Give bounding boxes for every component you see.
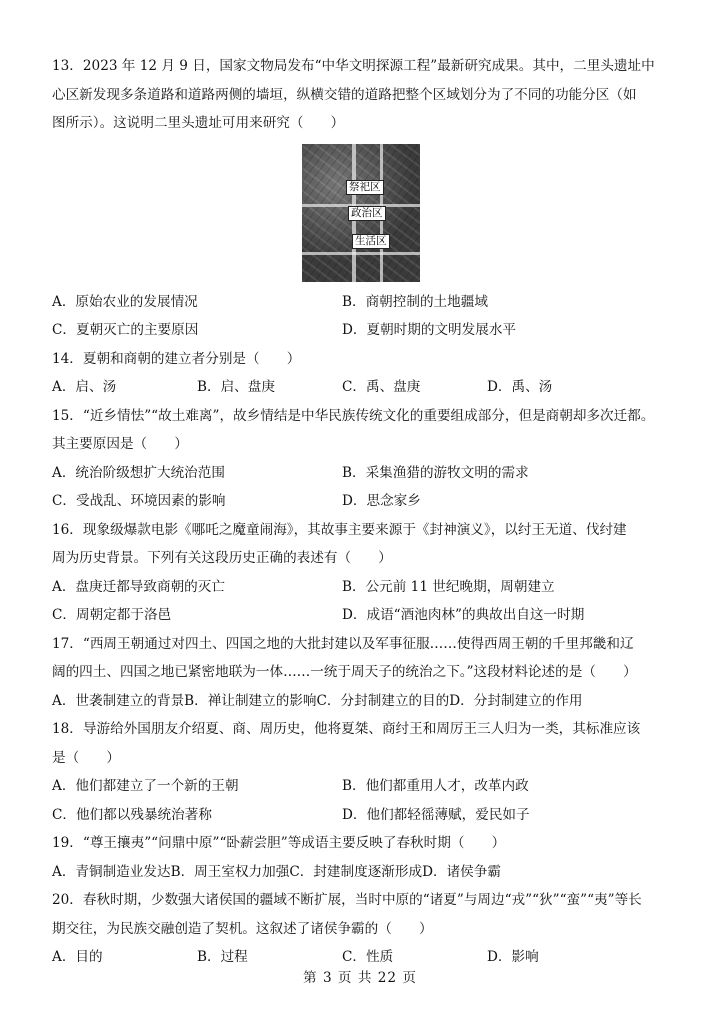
options-row	[52, 772, 672, 801]
option-c[interactable]: C．封建制度逐渐形成	[289, 863, 423, 880]
question-text-line: 13．2023 年 12 月 9 日，国家文物局发布“中华文明探源工程”最新研究成果。其中，二里头遗址中	[52, 58, 655, 74]
question-text-line: 是（ ）	[52, 749, 120, 766]
question-text-line: 周为历史背景。下列有关这段历史正确的表述有（ ）	[52, 550, 392, 566]
options-row	[52, 601, 672, 630]
option-c[interactable]: C．周朝定都于洛邑	[52, 607, 172, 623]
question-text-line: 期交往，为民族交融创造了契机。这叙述了诸侯争霸的（ ）	[52, 920, 433, 937]
option-c[interactable]: C．受战乱、环境因素的影响	[52, 493, 226, 509]
question-18	[52, 715, 672, 829]
question-text-line: 其主要原因是（ ）	[52, 436, 188, 452]
options-row	[52, 573, 672, 602]
page-number-footer: 第 3 页 共 22 页	[303, 970, 417, 986]
options-row	[52, 858, 672, 887]
figure-label-living-area: 生活区	[352, 234, 390, 249]
figure-label-political-area: 政治区	[348, 206, 386, 221]
question-text-line: 19．“尊王攘夷”“问鼎中原”“卧薪尝胆”等成语主要反映了春秋时期（ ）	[52, 835, 506, 851]
option-c[interactable]: C．他们都以残暴统治著称	[52, 806, 212, 823]
option-a[interactable]: A．原始农业的发展情况	[52, 293, 198, 310]
option-d[interactable]: D．夏朝时期的文明发展水平	[342, 322, 517, 338]
option-d[interactable]: D．禹、汤	[487, 379, 553, 395]
road-line	[302, 252, 420, 255]
option-a[interactable]: A．世袭制建立的背景	[52, 692, 185, 709]
question-13	[52, 52, 672, 345]
question-text-line: 17．“西周王朝通过对四土、四国之地的大批封建以及军事征服……使得西周王朝的千里邦畿和辽	[52, 635, 634, 652]
option-a[interactable]: A．盘庚迁都导致商朝的灭亡	[52, 578, 225, 595]
options-row	[52, 288, 672, 317]
option-a[interactable]: A．统治阶级想扩大统治范围	[52, 464, 225, 481]
option-c[interactable]: C．分封制建立的目的	[316, 692, 450, 709]
option-b[interactable]: B．采集渔猎的游牧文明的需求	[342, 464, 529, 481]
options-row	[52, 487, 672, 516]
options-row	[52, 459, 672, 488]
question-text-line: 18．导游给外国朋友介绍夏、商、周历史，他将夏桀、商纣王和周厉王三人归为一类，其标准应该	[52, 721, 641, 737]
question-15	[52, 402, 672, 516]
option-b[interactable]: B．禅让制建立的影响	[184, 692, 317, 709]
question-16	[52, 516, 672, 630]
option-a[interactable]: A．启、汤	[52, 379, 117, 395]
option-a[interactable]: A．目的	[52, 949, 103, 965]
option-b[interactable]: B．周王室权力加强	[170, 863, 290, 880]
option-a[interactable]: A．他们都建立了一个新的王朝	[52, 778, 239, 794]
erlitou-site-aerial-photo	[302, 144, 420, 282]
option-b[interactable]: B．启、盘庚	[197, 379, 275, 395]
option-b[interactable]: B．他们都重用人才，改革内政	[342, 778, 529, 794]
option-d[interactable]: D．成语“酒池肉林”的典故出自这一时期	[342, 607, 585, 623]
option-d[interactable]: D．他们都轻徭薄赋，爱民如子	[342, 806, 530, 823]
question-text-line: 心区新发现多条道路和道路两侧的墙垣，纵横交错的道路把整个区域划分为了不同的功能分区（如	[52, 86, 637, 103]
option-d[interactable]: D．诸侯争霸	[422, 863, 501, 880]
question-text-line: 15．“近乡情怯”“故土难离”，故乡情结是中华民族传统文化的重要组成部分，但是商朝却多次迁都。	[52, 407, 655, 424]
question-text-line: 16．现象级爆款电影《哪吒之魔童闹海》，其故事主要来源于《封神演义》，以纣王无道、伐纣建	[52, 521, 627, 538]
option-b[interactable]: B．商朝控制的土地疆域	[342, 293, 488, 310]
option-d[interactable]: D．分封制建立的作用	[449, 692, 583, 709]
figure-label-ritual-area: 祭祀区	[346, 180, 384, 195]
options-row	[52, 801, 672, 830]
options-row	[52, 687, 672, 716]
question-text-line: 阔的四土、四国之地已紧密地联为一体……一统于周天子的统治之下。”这段材料论述的是（ ）	[52, 664, 637, 680]
option-c[interactable]: C．夏朝灭亡的主要原因	[52, 322, 199, 338]
question-text-line: 14．夏朝和商朝的建立者分别是（ ）	[52, 350, 301, 367]
question-19	[52, 829, 672, 886]
option-a[interactable]: A．青铜制造业发达	[52, 863, 171, 880]
question-17	[52, 630, 672, 716]
exam-page	[52, 52, 672, 972]
option-c[interactable]: C．性质	[342, 949, 394, 965]
option-c[interactable]: C．禹、盘庚	[342, 379, 421, 395]
option-d[interactable]: D．思念家乡	[342, 493, 421, 509]
options-row	[52, 316, 672, 345]
option-b[interactable]: B．公元前 11 世纪晚期，周朝建立	[342, 578, 555, 595]
question-20	[52, 886, 672, 972]
question-14	[52, 345, 672, 402]
question-text-line: 20．春秋时期，少数强大诸侯国的疆域不断扩展，当时中原的“诸夏”与周边“戎”“狄”“蛮”“夷”等长	[52, 892, 642, 908]
option-d[interactable]: D．影响	[487, 949, 539, 965]
question-text-line: 图所示）。这说明二里头遗址可用来研究（ ）	[52, 115, 345, 131]
option-b[interactable]: B．过程	[197, 949, 248, 965]
options-row	[52, 373, 672, 402]
